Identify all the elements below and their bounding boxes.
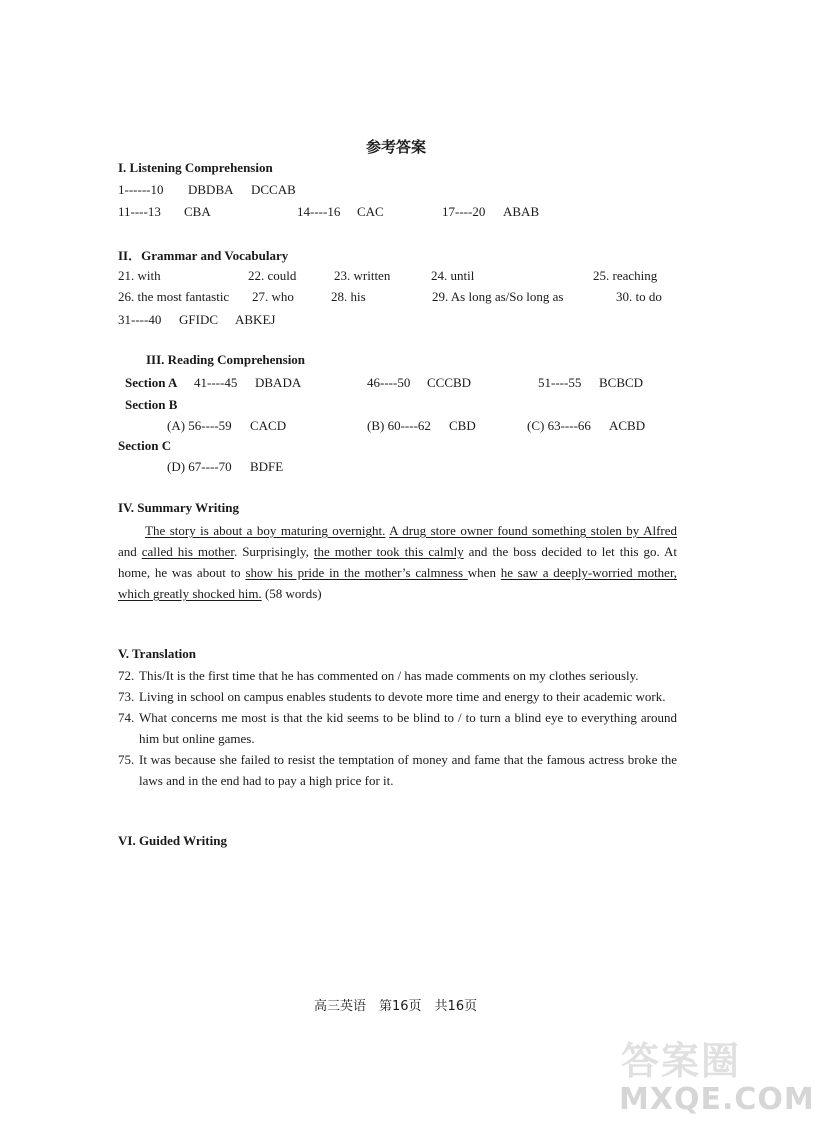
summary-paragraph bbox=[118, 520, 677, 604]
summary-segment: the mother took this calmly bbox=[313, 544, 464, 559]
answer-range: (B) 60----62 bbox=[367, 418, 431, 433]
answer-range: 41----45 bbox=[194, 375, 238, 390]
answer-range: 31----40 bbox=[118, 312, 162, 327]
answer-item: 25. reaching bbox=[593, 268, 658, 283]
answer-letters: ACBD bbox=[609, 418, 646, 433]
item-text: It was because she failed to resist the temptation of money and fame that the famous actress broke the laws and in the end had to pay a high price for it. bbox=[139, 752, 677, 788]
answer-letters: ABAB bbox=[503, 204, 540, 219]
summary-segment: and the boss decided to let this go. At home, he was about to bbox=[118, 544, 677, 580]
answer-letters: CBA bbox=[184, 204, 211, 219]
translation-item bbox=[118, 749, 677, 791]
translation-item bbox=[118, 686, 677, 707]
answer-letters: BDFE bbox=[250, 459, 284, 474]
answer-range: (C) 63----66 bbox=[527, 418, 591, 433]
answer-range: 11----13 bbox=[118, 204, 161, 219]
item-text: This/It is the first time that he has commented on / has made comments on my clothes seriously. bbox=[139, 668, 639, 683]
answer-letters: CAC bbox=[357, 204, 384, 219]
answer-letters: BCBCD bbox=[599, 375, 644, 390]
listening-heading: I. Listening Comprehension bbox=[118, 160, 273, 175]
answer-item: 27. who bbox=[252, 289, 294, 304]
item-text: What concerns me most is that the kid seems to be blind to / to turn a blind eye to everything around him but online games. bbox=[139, 710, 677, 746]
translation-heading: V. Translation bbox=[118, 646, 197, 661]
answer-letters: CBD bbox=[449, 418, 476, 433]
answer-item: 29. As long as/So long as bbox=[432, 289, 564, 304]
watermark-logo bbox=[615, 1030, 815, 1120]
page-footer: 高三英语 第16页 共16页 bbox=[314, 999, 478, 1014]
section-label: Section B bbox=[125, 397, 178, 412]
section-label: Section C bbox=[118, 438, 172, 453]
answer-letters: GFIDC bbox=[179, 312, 219, 327]
item-number: 73. bbox=[118, 689, 135, 704]
summary-segment: (58 words) bbox=[261, 586, 322, 601]
answer-item: 30. to do bbox=[616, 289, 662, 304]
answer-letters: DBDBA bbox=[188, 182, 234, 197]
answer-letters: ABKEJ bbox=[235, 312, 276, 327]
guided-writing-heading: VI. Guided Writing bbox=[118, 833, 227, 848]
answer-range: 46----50 bbox=[367, 375, 411, 390]
page-title: 参考答案 bbox=[366, 138, 427, 156]
answer-range: 14----16 bbox=[297, 204, 341, 219]
item-number: 74. bbox=[118, 710, 135, 725]
item-number: 75. bbox=[118, 752, 135, 767]
section-label: Section A bbox=[125, 375, 178, 390]
item-text: Living in school on campus enables students to devote more time and energy to their academic work. bbox=[139, 689, 666, 704]
answer-letters: CACD bbox=[250, 418, 287, 433]
summary-segment: he saw a deeply-worried mother, which greatly shocked him. bbox=[118, 565, 678, 601]
item-number: 72. bbox=[118, 668, 135, 683]
answer-range: 1------10 bbox=[118, 182, 164, 197]
answer-item: 24. until bbox=[431, 268, 475, 283]
answer-range: 51----55 bbox=[538, 375, 582, 390]
reading-heading: III. Reading Comprehension bbox=[146, 352, 306, 367]
answer-range: (D) 67----70 bbox=[167, 459, 232, 474]
translation-list bbox=[118, 665, 677, 791]
watermark-bottom-text: MXQE.COM bbox=[619, 1082, 815, 1117]
summary-segment: and bbox=[118, 544, 142, 559]
summary-segment: A drug store owner found something stolen by Alfred bbox=[389, 523, 677, 538]
translation-item bbox=[118, 707, 677, 749]
summary-segment: The story is about a boy maturing overnight. bbox=[145, 523, 386, 538]
answer-item: 21. with bbox=[118, 268, 161, 283]
watermark-top-text: 答案圈 bbox=[621, 1039, 742, 1083]
answer-item: 26. the most fantastic bbox=[118, 289, 230, 304]
summary-heading: IV. Summary Writing bbox=[118, 500, 239, 515]
answer-letters: DCCAB bbox=[251, 182, 296, 197]
summary-segment: show his pride in the mother’s calmness bbox=[245, 565, 468, 580]
answer-letters: DBADA bbox=[255, 375, 302, 390]
grammar-heading: II．Grammar and Vocabulary bbox=[118, 248, 289, 263]
answer-range: (A) 56----59 bbox=[167, 418, 232, 433]
summary-segment: . Surprisingly, bbox=[233, 544, 314, 559]
summary-segment: when bbox=[467, 565, 501, 580]
answer-range: 17----20 bbox=[442, 204, 486, 219]
summary-segment: called his mother bbox=[141, 544, 234, 559]
answer-item: 22. could bbox=[248, 268, 297, 283]
answer-letters: CCCBD bbox=[427, 375, 472, 390]
translation-item bbox=[118, 665, 677, 686]
answer-item: 23. written bbox=[334, 268, 391, 283]
answer-item: 28. his bbox=[331, 289, 366, 304]
